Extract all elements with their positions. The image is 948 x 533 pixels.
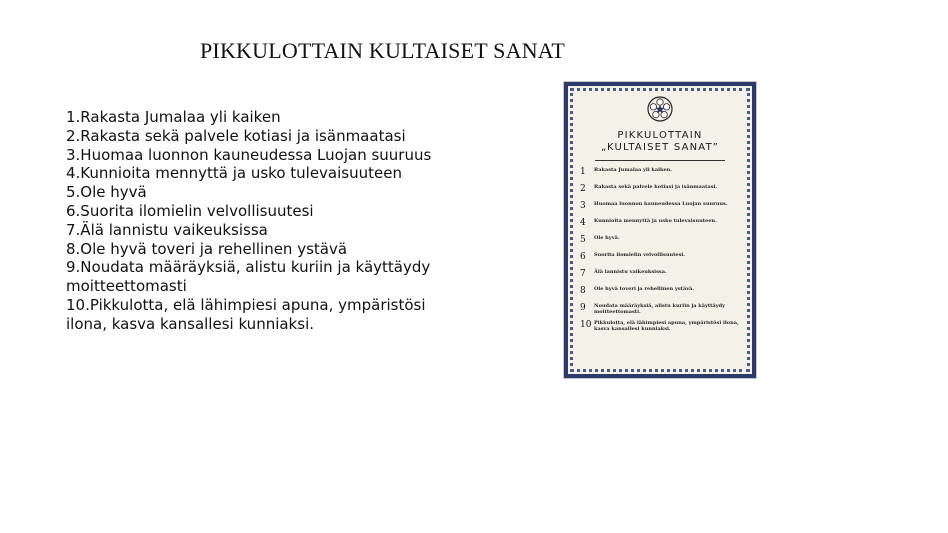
- poster-item-text: Ole hyvä.: [594, 235, 620, 241]
- poster-list-item: [580, 235, 740, 250]
- poster-item-number: 10: [580, 320, 592, 330]
- list-item: 10.Pikkulotta, elä lähimpiesi apuna, ympäristösi ilona, kasva kansallesi kunniaksi.: [66, 295, 426, 333]
- list-item: 6.Suorita ilomielin velvollisuutesi: [66, 201, 314, 220]
- poster-item-text: Suorita ilomielin velvollisuutesi.: [594, 252, 686, 258]
- poster-list-item: [580, 184, 740, 199]
- list-item: 1.Rakasta Jumalaa yli kaiken: [66, 108, 281, 126]
- poster-item-text: Kunnioita mennyttä ja usko tulevaisuuteen.: [594, 218, 717, 224]
- poster-item-text: Huomaa luonnon kauneudessa Luojan suuruus.: [594, 201, 728, 207]
- list-item: 2.Rakasta sekä palvele kotiasi ja isänmaatasi: [66, 126, 406, 145]
- poster-item-text: Ole hyvä toveri ja rehellinen ystävä.: [594, 286, 695, 292]
- poster-item-number: 8: [580, 286, 586, 296]
- poster-list-item: [580, 303, 740, 318]
- poster-content: [580, 96, 740, 364]
- list-item: 9.Noudata määräyksiä, alistu kuriin ja käyttäydy moitteettomasti: [66, 258, 431, 296]
- poster-item-number: 2: [580, 184, 586, 194]
- poster-list: [580, 167, 740, 335]
- list-item: 3.Huomaa luonnon kauneudessa Luojan suuruus: [66, 145, 432, 164]
- poster-list-item: [580, 269, 740, 284]
- poster-item-text: Älä lannistu vaikeuksissa.: [594, 269, 667, 275]
- poster-title-line1: PIKKULOTTAIN: [617, 130, 703, 141]
- poster-list-item: [580, 201, 740, 216]
- poster-item-text: Rakasta Jumalaa yli kaiken.: [594, 167, 673, 173]
- poster-item-number: 6: [580, 252, 586, 262]
- poster-item-number: 7: [580, 269, 586, 279]
- poster-list-item: [580, 320, 740, 335]
- list-item: 5.Ole hyvä: [66, 183, 147, 202]
- poster-image: [564, 82, 756, 378]
- poster-item-text: Pikkulotta, elä lähimpiesi apuna, ympäristösi ilona, kasva kansallesi kunniaksi.: [594, 320, 739, 332]
- page-title: PIKKULOTTAIN KULTAISET SANAT: [200, 38, 566, 63]
- poster-item-number: 1: [580, 167, 586, 177]
- poster-list-item: [580, 252, 740, 267]
- poster-title-line2: „KULTAISET SANAT”: [600, 142, 720, 153]
- lotta-emblem-icon: [647, 96, 673, 122]
- poster-item-number: 4: [580, 218, 586, 228]
- rules-list: [66, 108, 466, 334]
- poster-list-item: [580, 286, 740, 301]
- poster-item-number: 9: [580, 303, 586, 313]
- poster-list-item: [580, 218, 740, 233]
- poster-title: [580, 130, 740, 154]
- poster-list-item: [580, 167, 740, 182]
- poster-item-text: Rakasta sekä palvele kotiasi ja isänmaatasi.: [594, 184, 718, 190]
- list-item: 8.Ole hyvä toveri ja rehellinen ystävä: [66, 239, 348, 258]
- poster-item-text: Noudata määräyksiä, alistu kuriin ja käyttäydy moitteettomasti.: [594, 303, 726, 315]
- list-item: 7.Älä lannistu vaikeuksissa: [66, 220, 268, 239]
- poster-item-number: 3: [580, 201, 586, 211]
- poster-item-number: 5: [580, 235, 586, 245]
- divider: [595, 160, 725, 161]
- list-item: 4.Kunnioita mennyttä ja usko tulevaisuuteen: [66, 164, 402, 183]
